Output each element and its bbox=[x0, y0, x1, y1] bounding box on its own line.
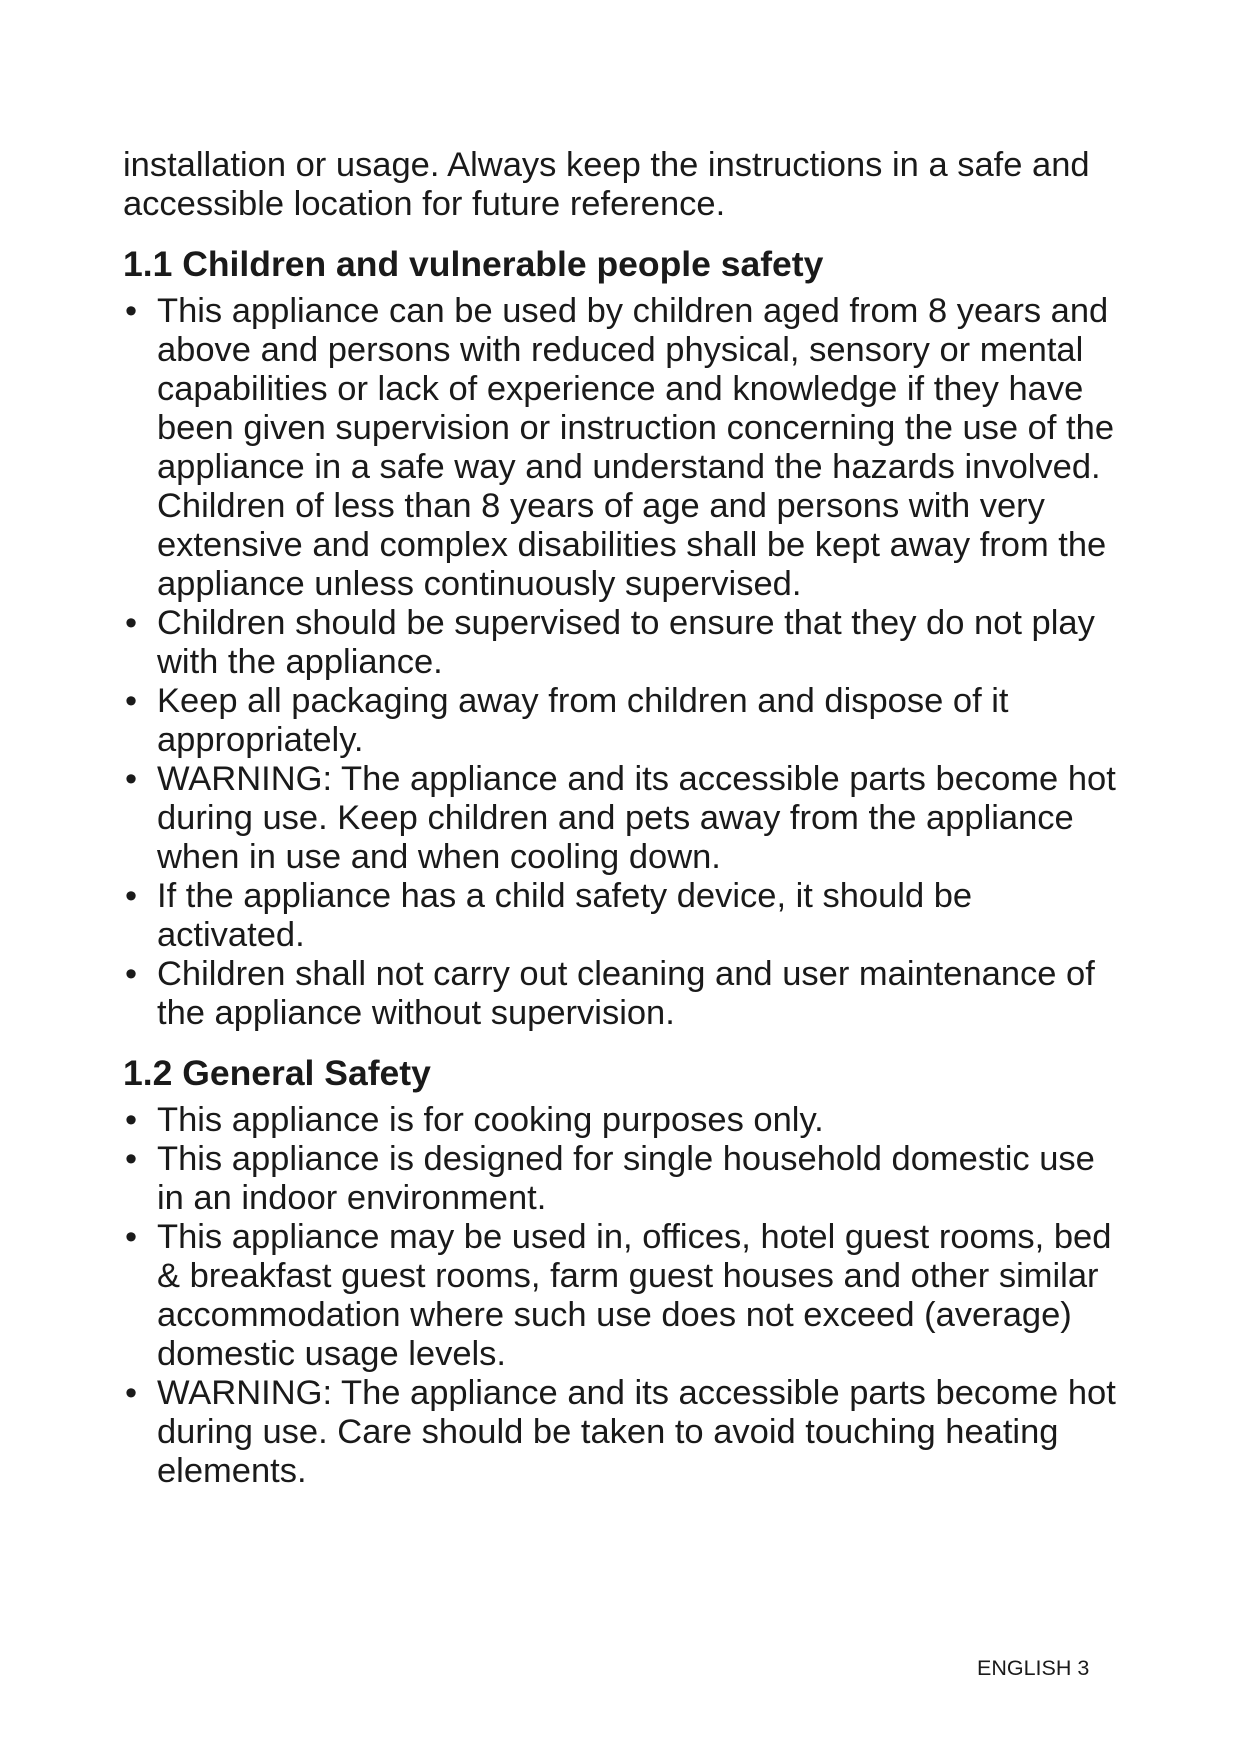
list-item-text: WARNING: The appliance and its accessible parts become hot during use. Keep children and pets away from the appliance when in use and when cooling down. bbox=[157, 760, 1116, 876]
section-heading-general-safety: 1.2 General Safety bbox=[123, 1053, 431, 1093]
list-item bbox=[123, 682, 1123, 760]
bullet-icon: • bbox=[124, 1374, 138, 1412]
list-item bbox=[123, 877, 1123, 955]
list-item-text: Children should be supervised to ensure that they do not play with the appliance. bbox=[157, 604, 1095, 681]
bullet-icon: • bbox=[124, 1101, 138, 1139]
list-item bbox=[123, 1374, 1123, 1491]
bullet-icon: • bbox=[124, 760, 138, 798]
list-item-text: Keep all packaging away from children and dispose of it appropriately. bbox=[157, 682, 1009, 759]
footer-page-label: ENGLISH 3 bbox=[977, 1656, 1090, 1680]
list-item bbox=[123, 955, 1123, 1033]
bullet-icon: • bbox=[124, 1140, 138, 1178]
bullet-icon: • bbox=[124, 877, 138, 915]
list-item bbox=[123, 604, 1123, 682]
bullet-icon: • bbox=[124, 682, 138, 720]
list-item bbox=[123, 760, 1123, 877]
section-heading-children-safety: 1.1 Children and vulnerable people safety bbox=[123, 244, 824, 284]
bullet-icon: • bbox=[124, 1218, 138, 1256]
list-item bbox=[123, 1140, 1123, 1218]
intro-paragraph: installation or usage. Always keep the instructions in a safe and accessible location for future reference. bbox=[123, 146, 1090, 223]
bullet-icon: • bbox=[124, 604, 138, 642]
bullet-icon: • bbox=[124, 292, 138, 330]
list-item-text: If the appliance has a child safety device, it should be activated. bbox=[157, 877, 973, 954]
children-safety-list bbox=[123, 292, 1123, 1033]
list-item-text: This appliance is for cooking purposes only. bbox=[157, 1101, 824, 1139]
list-item-text: This appliance can be used by children aged from 8 years and above and persons with reduced physical, sensory or mental capabilities or lack of experience and knowledge if they have been given supervision or instruction concerning the use of the appliance in a safe way and understand the hazards involved. Children of less than 8 years of age and persons with very extensive and complex disabilities shall be kept away from the appliance unless continuously supervised. bbox=[157, 292, 1115, 603]
list-item-text: WARNING: The appliance and its accessible parts become hot during use. Care should be taken to avoid touching heating elements. bbox=[157, 1374, 1116, 1490]
list-item bbox=[123, 1101, 1123, 1140]
list-item-text: This appliance may be used in, offices, hotel guest rooms, bed & breakfast guest rooms, farm guest houses and other similar accommodation where such use does not exceed (average) domestic usage levels. bbox=[157, 1218, 1112, 1373]
list-item bbox=[123, 1218, 1123, 1374]
list-item-text: This appliance is designed for single household domestic use in an indoor environment. bbox=[157, 1140, 1095, 1217]
list-item bbox=[123, 292, 1123, 604]
page-content bbox=[123, 146, 1123, 1491]
bullet-icon: • bbox=[124, 955, 138, 993]
general-safety-list bbox=[123, 1101, 1123, 1491]
list-item-text: Children shall not carry out cleaning and user maintenance of the appliance without supervision. bbox=[157, 955, 1095, 1032]
